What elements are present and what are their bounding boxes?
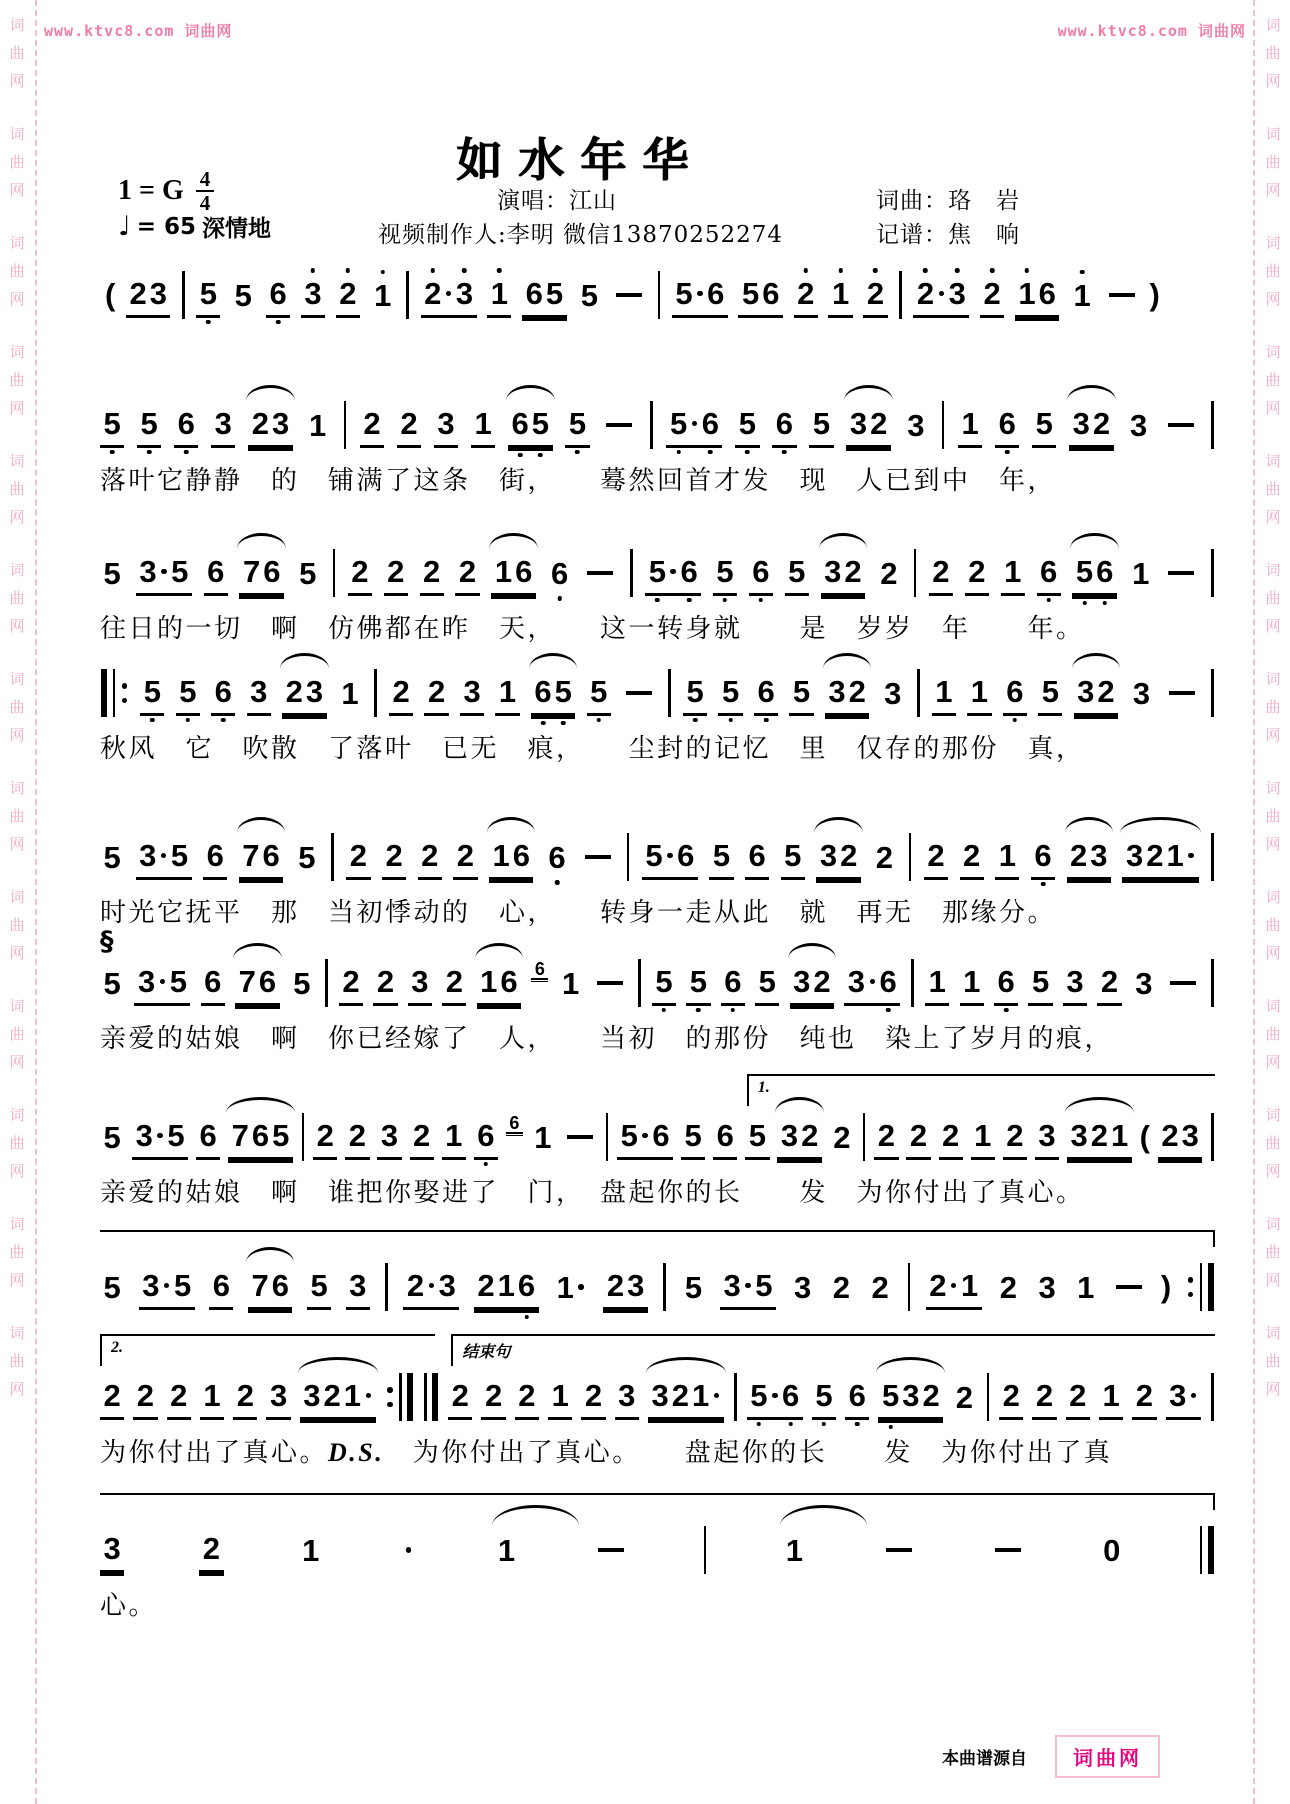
note: 5	[140, 671, 164, 716]
note: 2	[339, 961, 363, 1006]
system-6	[100, 926, 1215, 1055]
note: 5	[137, 403, 161, 448]
note: 6	[995, 403, 1019, 448]
system-10	[100, 1501, 1215, 1622]
note: 1	[308, 407, 327, 443]
tie-arc	[819, 533, 868, 549]
time-signature	[196, 168, 215, 214]
note: 2	[448, 1375, 472, 1420]
note: 2	[336, 273, 360, 318]
note: 2	[832, 1269, 851, 1305]
note: 2	[199, 1528, 223, 1573]
right-dashed-divider	[1253, 0, 1255, 1804]
footer	[942, 1735, 1160, 1778]
note: 1	[562, 965, 580, 1001]
note: 3	[1063, 961, 1087, 1006]
note: 2 3	[248, 403, 293, 448]
note: 3 2	[816, 835, 861, 880]
note: 5	[745, 1115, 769, 1160]
note: 3 2	[821, 551, 866, 596]
note: 2 3	[126, 273, 171, 318]
tempo-value: = 65	[136, 213, 197, 240]
note: 3	[100, 1528, 124, 1573]
note: 1	[995, 835, 1019, 880]
note: 5	[809, 403, 833, 448]
note: 1	[495, 671, 519, 716]
note: 3	[247, 671, 271, 716]
note: 2	[929, 551, 953, 596]
note: 3 6	[844, 961, 900, 1006]
note: 1	[932, 671, 956, 716]
note: 6	[211, 671, 235, 716]
notes-row	[100, 958, 1215, 1008]
note: 5	[1028, 961, 1052, 1006]
note: 3	[1166, 1375, 1202, 1420]
note: 1	[494, 1529, 518, 1571]
tie-arc	[529, 653, 578, 669]
note: 5	[789, 671, 813, 716]
tie-arc	[237, 533, 286, 549]
note: 6	[721, 961, 745, 1006]
note: 7 6 5	[228, 1115, 293, 1160]
note: 5	[103, 1269, 121, 1305]
note: 5	[812, 1375, 836, 1420]
note: 1	[553, 1266, 589, 1308]
note: 5 6	[642, 835, 698, 880]
note: 1	[1099, 1375, 1123, 1420]
note: 2	[133, 1375, 157, 1420]
note: 5	[686, 961, 710, 1006]
note: 5	[785, 551, 809, 596]
note: 2	[1032, 1375, 1056, 1420]
note: 1 6	[1015, 273, 1060, 318]
note: 2	[233, 1375, 257, 1420]
notes-row	[100, 832, 1215, 882]
note: 2	[999, 1375, 1023, 1420]
note: 3 2	[790, 961, 835, 1006]
note: 1	[371, 274, 395, 316]
note: 5	[713, 551, 737, 596]
note: 2 3	[1067, 835, 1112, 880]
note: 2	[389, 671, 413, 716]
tempo-marking	[118, 210, 271, 243]
note: 2	[955, 1379, 973, 1415]
note: 3 5	[132, 1115, 188, 1160]
tie-arc	[814, 817, 863, 833]
note: 5	[103, 965, 121, 1001]
note: 6	[745, 835, 769, 880]
volta-bracket: 1.	[747, 1074, 1215, 1106]
note: 5	[100, 403, 124, 448]
note: 2	[833, 1119, 851, 1155]
tie-arc	[475, 943, 524, 959]
note: 5	[234, 277, 252, 313]
tie-arc	[1072, 653, 1121, 669]
note: 5 6	[617, 1115, 673, 1160]
lyrics-row: 为你付出了真心。D.S. 为你付出了真心。 盘起你的长 发 为你付出了真	[100, 1438, 1113, 1468]
note: 3	[346, 1265, 370, 1310]
note: 5 3 2	[878, 1375, 943, 1420]
note: 5 6	[645, 551, 701, 596]
note: 5	[293, 965, 311, 1001]
note: 3 5	[136, 551, 192, 596]
note: 2	[515, 1375, 539, 1420]
tie-arc	[1120, 817, 1200, 833]
note: 3	[1132, 675, 1151, 711]
note: 0	[1103, 1532, 1121, 1568]
notes-row: ( 2 3 5 5 6 3 2 1 2 3 1 6 5 5 5 6 5 6 2 1 2 2 3 2 1 6 1 )	[105, 270, 1160, 320]
note: 6	[754, 671, 778, 716]
lyrics-row: 时光它抚平 那 当初悸动的 心， 转身一走从此 就 再无 那缘分。	[100, 898, 1057, 928]
expression-text: 深情地	[202, 216, 272, 242]
transcriber-credit: 记谱：焦 响	[876, 222, 1020, 248]
note: 2 3	[421, 273, 477, 318]
note: 2 3	[913, 273, 969, 318]
note: 2	[581, 1375, 605, 1420]
note: 2	[313, 1115, 337, 1160]
note: 6	[196, 1115, 220, 1160]
note: 1	[1070, 274, 1094, 316]
note: 1	[1077, 1269, 1095, 1305]
note: 2	[1003, 1115, 1027, 1160]
note: 2	[100, 1375, 124, 1420]
note: 5 6	[738, 273, 783, 318]
note: 2	[980, 273, 1004, 318]
note: 1	[548, 1375, 572, 1420]
note: 2	[965, 551, 989, 596]
note: 1	[971, 1115, 995, 1160]
note: 3	[266, 1375, 290, 1420]
note: 2	[384, 551, 408, 596]
note: 5 6	[672, 273, 728, 318]
note: 5 6	[747, 1375, 803, 1420]
note: 6	[545, 836, 569, 878]
note: 1	[341, 675, 359, 711]
note: 2	[999, 1269, 1017, 1305]
tie-arc	[233, 943, 282, 959]
system-7	[100, 1079, 1215, 1209]
note: 2	[345, 1115, 369, 1160]
note: 1	[925, 961, 949, 1006]
note: 5	[103, 555, 121, 591]
note: 5	[1032, 403, 1056, 448]
note: 5	[565, 403, 589, 448]
songwriter-credit: 词曲：珞 岩	[876, 188, 1020, 214]
note: 2 3	[1158, 1115, 1203, 1160]
song-title: 如水年华	[456, 133, 704, 187]
note: 5 6	[666, 403, 722, 448]
tie-arc	[487, 817, 536, 833]
notes-row	[100, 548, 1215, 598]
note: 5	[735, 403, 759, 448]
lyrics-row: 亲爱的姑娘 啊 谁把你娶进了 门， 盘起你的长 发 为你付出了真心。	[100, 1178, 1085, 1208]
tie-arc	[226, 1097, 295, 1113]
note: 5 6	[1072, 551, 1117, 596]
note: 3	[907, 407, 925, 443]
lyrics-row: 秋风 它 吹散 了落叶 已无 痕， 尘封的记忆 里 仅存的那份 真，	[100, 734, 1085, 764]
system-3	[100, 524, 1215, 645]
note: 2	[794, 273, 818, 318]
note: 5	[196, 273, 220, 318]
note: 3	[408, 961, 432, 1006]
singer-credit: 演唱：江山	[497, 188, 617, 214]
tie-arc	[1070, 533, 1119, 549]
note: 6 5	[531, 671, 576, 716]
system-9	[100, 1339, 1215, 1469]
note: 6	[994, 961, 1018, 1006]
note: 1	[302, 1532, 320, 1568]
note: 5	[781, 835, 805, 880]
note: 2	[397, 403, 421, 448]
note: 7 6	[239, 835, 284, 880]
lyrics-row: 往日的一切 啊 仿佛都在昨 天， 这一转身就 是 岁岁 年 年。	[100, 614, 1085, 644]
side-border-right: 词 曲 网 词 曲 网 词 曲 网 词 曲 网 词 曲 网 词 曲 网 词 曲 网 词 曲 网 词 曲 网 词 曲 网 词 曲 网 词 曲 网 词 曲 网	[1265, 16, 1281, 1398]
note: 5	[718, 671, 742, 716]
note: 2	[1097, 961, 1121, 1006]
notes-row: 5 3 5 6 7 6 5 3 2 3 2 1 6 1 2 3 5 3 5 3 2 2 2 1 2 3 1 )	[100, 1262, 1215, 1312]
key-signature	[118, 168, 214, 214]
lyrics-row: 亲爱的姑娘 啊 你已经嫁了 人， 当初 的那份 纯也 染上了岁月的痕，	[100, 1024, 1114, 1054]
lyrics-row: 心。	[100, 1591, 158, 1621]
grace-note: 6	[531, 960, 548, 980]
site-header-left: www.ktvc8.com 词曲网	[44, 22, 233, 40]
note: 3	[1038, 1269, 1056, 1305]
note: 3	[1129, 407, 1148, 443]
note: 1	[471, 403, 495, 448]
note: 1	[967, 671, 991, 716]
note: 3 5	[720, 1265, 776, 1310]
time-signature-numerator: 4	[196, 168, 215, 192]
note: 1	[1132, 555, 1150, 591]
note: 6	[174, 403, 198, 448]
note: 5	[103, 1119, 121, 1155]
note: 3 5	[134, 961, 190, 1006]
note: 1	[534, 1119, 552, 1155]
note: 2	[167, 1375, 191, 1420]
key-label: 1 = G	[118, 175, 184, 207]
note: 7 6	[239, 551, 284, 596]
note: 1	[200, 1375, 224, 1420]
note: 2 3	[403, 1265, 459, 1310]
note: 5	[298, 839, 316, 875]
note: 6	[204, 551, 228, 596]
note: 2 3	[603, 1265, 648, 1310]
note: 3 2	[1069, 403, 1114, 448]
note: 6	[772, 403, 796, 448]
note: 2	[420, 551, 444, 596]
site-header-right: www.ktvc8.com 词曲网	[1057, 22, 1246, 40]
note: 2	[874, 1115, 898, 1160]
note: 7 6	[248, 1265, 293, 1310]
note: 6	[1031, 835, 1055, 880]
system-1	[105, 246, 1160, 320]
volta-continuation-line	[100, 1230, 1215, 1247]
tie-arc	[237, 817, 286, 833]
note: 1	[487, 273, 511, 318]
note: 3 2 1	[1122, 835, 1198, 880]
note: 5	[684, 1269, 703, 1305]
note: 2	[863, 273, 887, 318]
footer-site-logo: 词曲网	[1055, 1735, 1160, 1778]
note: 5	[681, 1115, 705, 1160]
note: 2 3	[282, 671, 327, 716]
note: 2	[1066, 1375, 1090, 1420]
note: 2	[875, 839, 894, 875]
note: 2	[382, 835, 406, 880]
system-8	[100, 1238, 1215, 1312]
note: 6 5	[522, 273, 567, 318]
note: 2 1	[926, 1265, 982, 1310]
note: 2	[424, 671, 448, 716]
note: 2	[960, 835, 984, 880]
note: 1 6	[489, 835, 534, 880]
note: 3 2 1	[300, 1375, 376, 1420]
note: 2	[453, 835, 477, 880]
note: 2	[410, 1115, 434, 1160]
note: 1	[782, 1529, 806, 1571]
quarter-note-icon: ♩	[118, 211, 131, 242]
system-5	[100, 808, 1215, 929]
note: 6	[266, 273, 290, 318]
notes-row	[100, 1525, 1215, 1575]
system-2	[100, 376, 1215, 497]
lyrics-row: 落叶它静静 的 铺满了这条 街， 蓦然回首才发 现 人已到中 年，	[100, 466, 1057, 496]
tie-arc	[788, 943, 837, 959]
side-border-left: 词 曲 网 词 曲 网 词 曲 网 词 曲 网 词 曲 网 词 曲 网 词 曲 网 词 曲 网 词 曲 网 词 曲 网 词 曲 网 词 曲 网 词 曲 网	[9, 16, 25, 1398]
note: 5	[709, 835, 733, 880]
note: 1 6	[491, 551, 536, 596]
notes-row	[100, 1372, 1215, 1422]
note: 2	[455, 551, 479, 596]
note: 3 2 1	[1067, 1115, 1132, 1160]
note: 5	[652, 961, 676, 1006]
segno-icon: §	[100, 926, 114, 957]
note: 5	[176, 671, 200, 716]
note: 5	[307, 1265, 331, 1310]
note: 3	[1035, 1115, 1059, 1160]
note: 6	[749, 551, 773, 596]
time-signature-denominator: 4	[199, 191, 211, 216]
tie-arc	[1067, 385, 1116, 401]
note: 1	[442, 1115, 466, 1160]
note: 6	[845, 1375, 869, 1420]
grace-note: 6	[506, 1114, 523, 1134]
note: 1	[958, 403, 982, 448]
note: 6	[474, 1115, 498, 1160]
note: 3	[211, 403, 235, 448]
notes-row	[100, 668, 1215, 718]
note: 3 2	[825, 671, 870, 716]
note: 6	[201, 961, 225, 1006]
tie-arc	[506, 385, 555, 401]
note: 3	[615, 1375, 639, 1420]
note: 1	[828, 273, 852, 318]
note: 3	[434, 403, 458, 448]
note: 3	[301, 273, 325, 318]
note: 3 5	[139, 1265, 195, 1310]
note: 5	[580, 277, 598, 313]
note: 2	[481, 1375, 505, 1420]
volta-continuation-line	[100, 1493, 1215, 1510]
note: 5	[299, 555, 317, 591]
tie-arc	[844, 385, 893, 401]
notes-row: 5 3 5 6 7 6 5 2 2 3 2 1 6 6 1 5 6 5 6 5 3 2 2 2 2 2 1 2 3 3 2 1 ( 2 3	[100, 1112, 1215, 1162]
note: 5	[755, 961, 779, 1006]
left-dashed-divider	[35, 0, 37, 1804]
note: 5	[103, 839, 121, 875]
note: 3	[1135, 965, 1153, 1001]
note: 2	[373, 961, 397, 1006]
note: 1 6	[477, 961, 522, 1006]
note: 6 5	[508, 403, 553, 448]
note: 7 6	[235, 961, 280, 1006]
note: 6	[547, 552, 571, 594]
note: 6	[203, 835, 227, 880]
note: 3	[460, 671, 484, 716]
note: 2	[924, 835, 948, 880]
note: 2	[418, 835, 442, 880]
note: 2 1 6	[474, 1265, 539, 1310]
ending-bracket: 结束句	[451, 1334, 1215, 1366]
tie-arc	[246, 385, 295, 401]
note: 6	[209, 1265, 233, 1310]
note: 2	[871, 1269, 889, 1305]
note: 2	[880, 555, 898, 591]
note: 3	[884, 675, 902, 711]
tie-arc	[246, 1247, 295, 1263]
note: 3 2	[846, 403, 891, 448]
note: 2	[346, 835, 370, 880]
system-4	[100, 644, 1215, 765]
footer-source-text: 本曲谱源自	[942, 1749, 1027, 1769]
note: 5	[587, 671, 611, 716]
tie-arc	[823, 653, 872, 669]
video-maker-credit: 视频制作人:李明 微信13870252274	[378, 222, 784, 248]
note: 3 2 1	[648, 1375, 724, 1420]
note: 3	[377, 1115, 401, 1160]
note: 2	[1132, 1375, 1156, 1420]
note: 2	[360, 403, 384, 448]
note: 2	[906, 1115, 930, 1160]
note: 6	[1003, 671, 1027, 716]
note: 3 2	[777, 1115, 822, 1160]
note: 5	[1038, 671, 1062, 716]
note: 6	[1037, 551, 1061, 596]
note: 3 2	[1074, 671, 1119, 716]
note: 1	[1001, 551, 1025, 596]
note: 5	[683, 671, 707, 716]
note: 3 5	[136, 835, 192, 880]
tie-arc	[1065, 817, 1114, 833]
tie-arc	[489, 533, 538, 549]
tie-arc	[280, 653, 329, 669]
volta-bracket: 2.	[100, 1334, 435, 1366]
note: 1	[960, 961, 984, 1006]
notes-row	[100, 400, 1215, 450]
note: 6	[713, 1115, 737, 1160]
note: 2	[939, 1115, 963, 1160]
note: 2	[442, 961, 466, 1006]
note: 2	[348, 551, 372, 596]
note: 3	[794, 1269, 812, 1305]
